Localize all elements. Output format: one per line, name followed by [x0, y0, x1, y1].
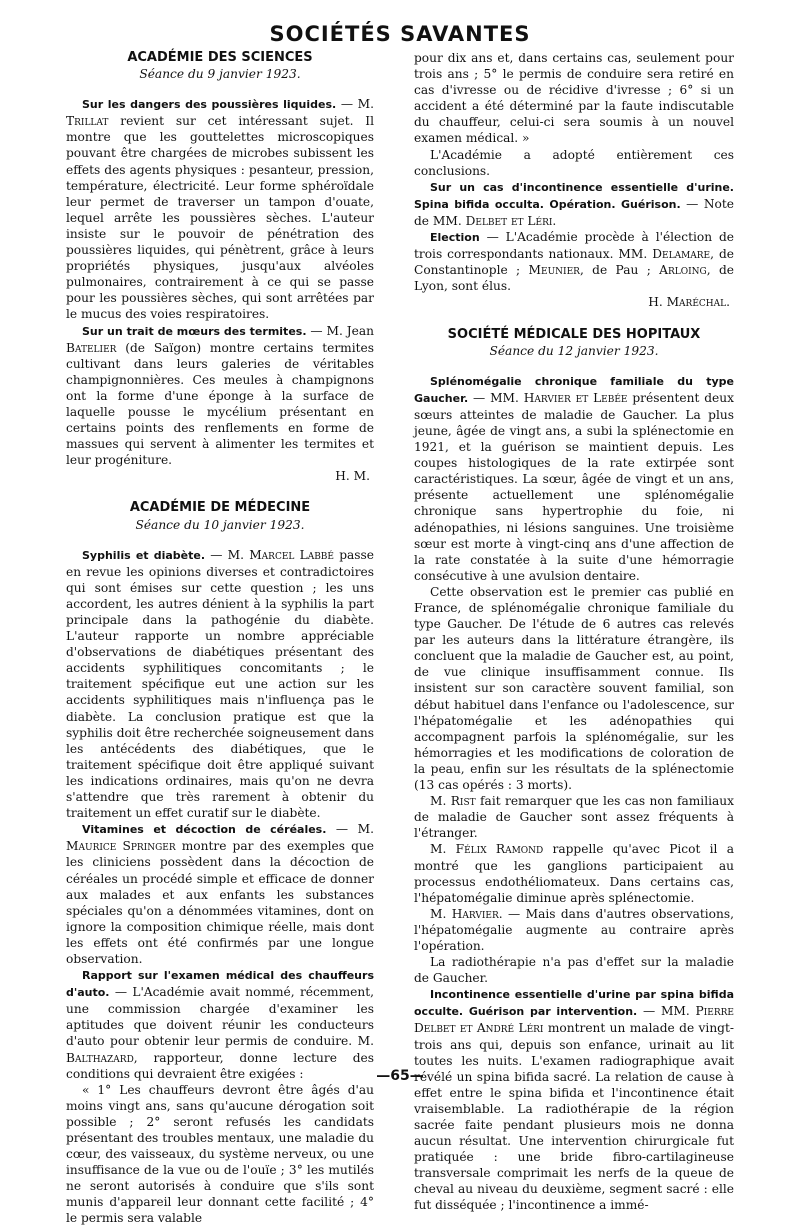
section-title-sciences: ACADÉMIE DES SCIENCES	[127, 50, 313, 65]
article-paragraph: Vitamines et décoction de céréales. — M. Maurice Springer montre par des exemples que les cliniciens possèdent dans la décoction de céréales un procédé simple et efficace de donner aux malades et aux enfants les substances spéciales qu'on a dénommées vitamines, dont on ignore la composition chimique réelle, mais dont les effets ont été confirmés par une longue observation.	[66, 822, 374, 966]
article-lead: Election	[430, 231, 480, 245]
seance-date-medecine: Séance du 10 janvier 1923.	[135, 517, 305, 532]
article-paragraph: L'Académie a adopté entièrement ces conclusions.	[414, 147, 734, 178]
author-name: Batelier	[66, 340, 117, 355]
author-name: Rist	[450, 794, 476, 809]
page-title: SOCIÉTÉS SAVANTES	[269, 22, 531, 46]
article-lead: Vitamines et décoction de céréales.	[82, 823, 327, 837]
author-name: Trillat	[66, 114, 109, 129]
section-gap	[66, 484, 374, 500]
article-lead: Sur un trait de mœurs des termites.	[82, 324, 307, 338]
author-name: Balthazard	[66, 1050, 134, 1065]
article-lead: Splénomégalie chronique familiale du type Gaucher.	[414, 374, 734, 405]
author-name: Harvier	[451, 906, 499, 921]
author-name: Maurice Springer	[66, 839, 176, 854]
article-paragraph: M. Harvier. — Mais dans d'autres observations, l'hépatomégalie augmente au contraire après l'opération.	[414, 906, 734, 953]
page-number: —65—	[376, 1068, 424, 1084]
article-paragraph: Sur un cas d'incontinence essentielle d'urine. Spina bifida occulta. Opération. Guérison. — Note de MM. Delbet et Léri.	[414, 180, 734, 228]
section-title-hopitaux: SOCIÉTÉ MÉDICALE DES HOPITAUX	[447, 326, 701, 342]
article-lead: Sur les dangers des poussières liquides.	[82, 98, 337, 112]
article-paragraph: « 1° Les chauffeurs devront être âgés d'au moins vingt ans, sans qu'aucune dérogation soit possible ; 2° seront refusés les candidats présentant des troubles mentaux, une maladie du cœur, des vaisseaux, du système nerveux, ou une insuffisance de la vue ou de l'ouïe ; 3° les mutilés ne seront autorisés à conduire que s'ils sont munis d'appareil leur donnant cette facilité ; 4° le permis sera valable	[66, 1082, 374, 1226]
author-name: Félix Ramond	[455, 842, 544, 857]
article-paragraph: Splénomégalie chronique familiale du type Gaucher. — MM. Harvier et Lebée présentent deux sœurs atteintes de maladie de Gaucher. La plus jeune, âgée de vingt ans, a subi la splénectomie en 1921, et la guérison se maintient depuis. Les coupes histologiques de la rate extirpée sont caractéristiques. La sœur, âgée de vingt et un ans, présente actuellement une splénomégalie chronique sans hypertrophie du foie, ni adénopathies, ni lésions sanguines. Une troisième sœur est morte à vingt-cinq ans d'une affection de la rate constatée à la suite d'une hémorragie consécutive à une avulsion dentaire.	[414, 374, 734, 583]
signature: H. M.	[335, 469, 370, 484]
left-column	[66, 50, 374, 1227]
article-paragraph: M. Rist fait remarquer que les cas non familiaux de maladie de Gaucher sont assez fréquents à l'étranger.	[414, 794, 734, 841]
article-lead: Sur un cas d'incontinence essentielle d'urine. Spina bifida occulta. Opération. Guérison.	[414, 180, 734, 211]
article-paragraph: Syphilis et diabète. — M. Marcel Labbé passe en revue les opinions diverses et contradictoires qui sont émises sur cette question ; les uns accordent, les autres dénient à la syphilis la part principale dans la pathogénie du diabète. L'auteur rapporte un nombre appréciable d'observations de diabétiques présentant des accidents syphilitiques concomitants ; le traitement spécifique eut une action sur les accidents syphilitiques mais n'influença pas le diabète. La conclusion pratique est que la syphilis doit être recherchée soigneusement dans les antécédents des diabétiques, que le traitement spécifique doit être appliqué suivant les indications ordinaires, mais qu'on ne devra s'attendre que très rarement à obtenir du traitement un effet curatif sur le diabète.	[66, 547, 375, 821]
author-name: Arloing	[659, 263, 707, 278]
article-paragraph: pour dix ans et, dans certains cas, seulement pour trois ans ; 5° le permis de conduire sera retiré en cas d'ivresse ou de récidive d'ivresse ; 6° si un accident a été déterminé par la faute indiscutable du chauffeur, celui-ci sera soumis à un nouvel examen médical. »	[414, 51, 734, 146]
article-paragraph: Election — L'Académie procède à l'élection de trois correspondants nationaux. MM. Delamare, de Constantinople ; Meunier, de Pau ; Arloing, de Lyon, sont élus.	[414, 230, 735, 294]
seance-date-sciences: Séance du 9 janvier 1923.	[139, 67, 301, 82]
article-paragraph: Cette observation est le premier cas publié en France, de splénomégalie chronique familiale du type Gaucher. De l'étude de 6 autres cas relevés par les auteurs dans la littérature étrangère, ils concluent que la maladie de Gaucher est, au point, de vue clinique insuffisamment connue. Ils insistent sur son caractère souvent familial, son début habituel dans l'enfance ou l'adolescence, sur l'hépatomégalie et les adénopathies qui accompagnent parfois la splénomégalie, sur les hémorragies et les modifications de coloration de la peau, enfin sur les résultats de la splénectomie (13 cas opérés : 3 morts).	[414, 584, 734, 793]
author-name: Marcel Labbé	[249, 547, 334, 562]
article-paragraph: Incontinence essentielle d'urine par spina bifida occulte. Guérison par intervention. — MM. Pierre Delbet et André Léri montrent un malade de vingt-trois ans qui, depuis son enfance, urinait au lit toutes les nuits. L'examen radiographique avait révélé un spina bifida sacré. La relation de cause à effet entre le spina bifida et l'incontinence était vraisemblable. La radiothérapie de la région sacrée faite pendant plusieurs mois ne donna aucun résultat. Une intervention chirurgicale fut pratiquée : une bride fibro-cartilagineuse transversale comprimait les nerfs de la queue de cheval au niveau du deuxième, segment sacré : elle fut disséquée ; l'incontinence a immé-	[414, 988, 734, 1213]
author-name: Delbet et Léri.	[465, 213, 557, 228]
article-paragraph: Rapport sur l'examen médical des chauffeurs d'auto. — L'Académie avait nommé, récemment, une commission chargée d'examiner les aptitudes que doivent réunir les conducteurs d'auto pour obtenir leur permis de conduire. M. Balthazard, rapporteur, donne lecture des conditions qui devraient être exigées :	[66, 969, 374, 1081]
article-paragraph: La radiothérapie n'a pas d'effet sur la maladie de Gaucher.	[414, 955, 734, 986]
section-title-medecine: ACADÉMIE DE MÉDECINE	[129, 500, 311, 516]
article-lead: Incontinence essentielle d'urine par spina bifida occulte. Guérison par intervention.	[414, 988, 734, 1019]
section-gap	[414, 311, 734, 327]
seance-date-hopitaux: Séance du 12 janvier 1923.	[489, 343, 659, 358]
right-column	[414, 50, 734, 1214]
article-paragraph: Sur les dangers des poussières liquides. — M. Trillat revient sur cet intéressant sujet. Il montre que les gouttelettes microscopiques pouvant être chargées de microbes subissent les effets des agents physiques : pesanteur, pression, température, électricité. Leur forme sphéroïdale leur permet de traverser un tampon d'ouate, lequel arrête les poussières sèches. L'auteur insiste sur le pouvoir de pénétration des poussières liquides, qui pénètrent, grâce à leurs propriétés physiques, jusqu'aux alvéoles pulmonaires, contrairement à ce qui se passe pour les poussières sèches, qui sont arrêtées par le mucus des voies respiratoires.	[66, 97, 374, 322]
article-paragraph: Sur un trait de mœurs des termites. — M. Jean Batelier (de Saïgon) montre certains termites cultivant dans leurs galeries de véritables champignonnières. Ces meules à champignons ont la forme d'une éponge à la surface de laquelle pousse le mycélium présentant en certains points des renflements en forme de massues qui servent à alimenter les termites et leur progéniture.	[66, 323, 374, 468]
article-lead: Rapport sur l'examen médical des chauffeurs d'auto.	[66, 969, 374, 1000]
author-name: Delamare	[652, 247, 711, 262]
author-name: Harvier et Lebée	[523, 390, 628, 405]
signature: H. Maréchal.	[648, 295, 730, 310]
author-name: Pierre Delbet et André Léri	[414, 1004, 734, 1036]
author-name: Meunier	[528, 263, 580, 278]
article-lead: Syphilis et diabète.	[82, 548, 206, 562]
article-paragraph: M. Félix Ramond rappelle qu'avec Picot il a montré que les ganglions participaient au processus endothéliomateux. Dans certains cas, l'hépatomégalie diminue après splénectomie.	[414, 842, 734, 905]
